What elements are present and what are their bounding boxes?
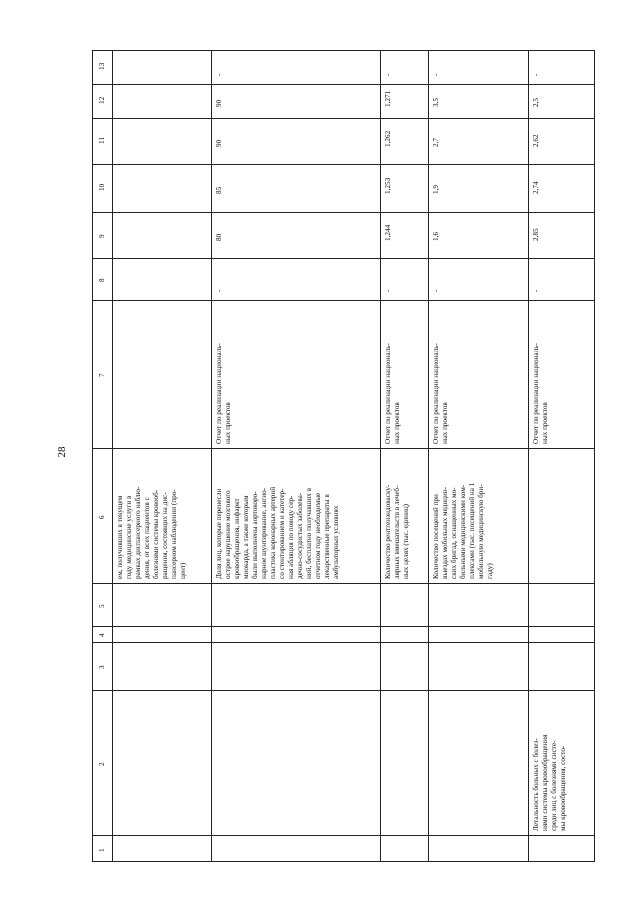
cell-row3-col9: 1,244 xyxy=(384,224,392,241)
column-header-10: 10 xyxy=(98,183,106,191)
cell-row3-col8: - xyxy=(384,289,392,292)
cell-row2-col9: 80 xyxy=(215,233,223,241)
cell-row4-col9: 1,6 xyxy=(432,232,440,241)
cell-row2-col8: - xyxy=(215,289,223,292)
cell-row2-col6: Доля лиц, которые перенесли острое нарушение мозгового кровообращения, инфаркт миокарда, а также которым были выполнены аортокоро- нарное шунтирование, ангио- пластика коронарных артерий со стентированием и катетер- ная абляция по поводу сер- дечно-сосудистых заболева- ний, бесплатно получавших в отчетном году необходимые лекарственные препараты в амбулаторных условиях xyxy=(215,486,340,579)
cell-row3-col13: - xyxy=(384,73,392,76)
column-divider xyxy=(92,626,595,627)
cell-row5-col8: - xyxy=(532,289,540,292)
column-divider xyxy=(92,835,595,836)
row-divider xyxy=(380,50,381,862)
cell-row4-col12: 3,5 xyxy=(432,98,440,107)
cell-row2-col7: Отчет по реализации националь- ных проектов xyxy=(215,343,232,444)
cell-row4-col13: - xyxy=(432,73,440,76)
row-divider xyxy=(528,50,529,862)
cell-row4-col6: Количество посещений при выездах мобильных медицин- ских бригад, оснащенных мо- бильными медицинскими ком- плексами (тыс. посещений на 1 мобильную медицинскую бри- гаду) xyxy=(432,482,494,579)
cell-row3-col10: 1,253 xyxy=(384,177,392,194)
column-header-12: 12 xyxy=(98,96,106,104)
column-header-7: 7 xyxy=(98,373,106,377)
table-border-right xyxy=(594,50,595,862)
column-header-2: 2 xyxy=(98,761,106,766)
column-divider xyxy=(92,448,595,449)
column-header-6: 6 xyxy=(98,514,106,519)
column-header-8: 8 xyxy=(98,278,106,282)
column-divider xyxy=(92,690,595,691)
column-divider xyxy=(92,164,595,165)
table-border-bottom xyxy=(92,861,595,862)
cell-row1-col6: ем, получивших в текущем году медицинские услуги в рамках диспансерного наблю- дения, от всех пациентов с болезнями системы кровооб- ращения, состоящих на дис- пансерном наблюдении (про- цент) xyxy=(116,486,187,579)
column-header-11: 11 xyxy=(98,137,106,144)
cell-row5-col11: 2,62 xyxy=(532,134,540,147)
cell-row4-col11: 2,7 xyxy=(432,138,440,147)
cell-row3-col12: 1,271 xyxy=(384,90,392,107)
cell-row3-col7: Отчет по реализации националь- ных проектов xyxy=(384,343,401,444)
cell-row3-col11: 1,262 xyxy=(384,130,392,147)
cell-row5-col7: Отчет по реализации националь- ных проектов xyxy=(532,343,549,444)
cell-row2-col13: - xyxy=(215,73,223,76)
cell-row5-col13: - xyxy=(532,73,540,76)
column-header-4: 4 xyxy=(98,633,106,637)
table-border-top xyxy=(92,50,595,51)
column-divider xyxy=(92,258,595,259)
cell-row2-col12: 90 xyxy=(215,99,223,107)
cell-row5-col10: 2,74 xyxy=(532,181,540,194)
row-divider xyxy=(211,50,212,862)
cell-row3-col6: Количество рентгенэндоваску- лярных вмешательств в лечеб- ных целях (тыс. единиц) xyxy=(384,484,410,579)
cell-row2-col11: 90 xyxy=(215,139,223,147)
column-divider xyxy=(92,84,595,85)
table-border-left xyxy=(92,50,93,862)
cell-row5-col12: 2,5 xyxy=(532,98,540,107)
column-divider xyxy=(92,118,595,119)
page-number: 28 xyxy=(56,446,68,458)
cell-row4-col10: 1,9 xyxy=(432,185,440,194)
rotated-indicator-table xyxy=(92,50,595,862)
column-header-13: 13 xyxy=(98,62,106,70)
row-divider xyxy=(428,50,429,862)
column-header-5: 5 xyxy=(98,603,106,608)
column-divider xyxy=(92,583,595,584)
column-divider xyxy=(92,212,595,213)
cell-row4-col7: Отчет по реализации националь- ных проектов xyxy=(432,343,449,444)
column-divider xyxy=(92,300,595,301)
column-header-9: 9 xyxy=(98,234,106,238)
cell-row2-col10: 85 xyxy=(215,186,223,194)
column-header-3: 3 xyxy=(98,665,106,669)
cell-row5-col2: Летальность больных с болез- нями системы кровообращения среди лиц с болезнями систе- мы кровообращения, состо- xyxy=(532,734,567,831)
cell-row5-col9: 2,85 xyxy=(532,228,540,241)
column-header-1: 1 xyxy=(98,847,106,852)
column-divider xyxy=(92,642,595,643)
cell-row4-col8: - xyxy=(432,289,440,292)
header-divider xyxy=(112,50,113,862)
